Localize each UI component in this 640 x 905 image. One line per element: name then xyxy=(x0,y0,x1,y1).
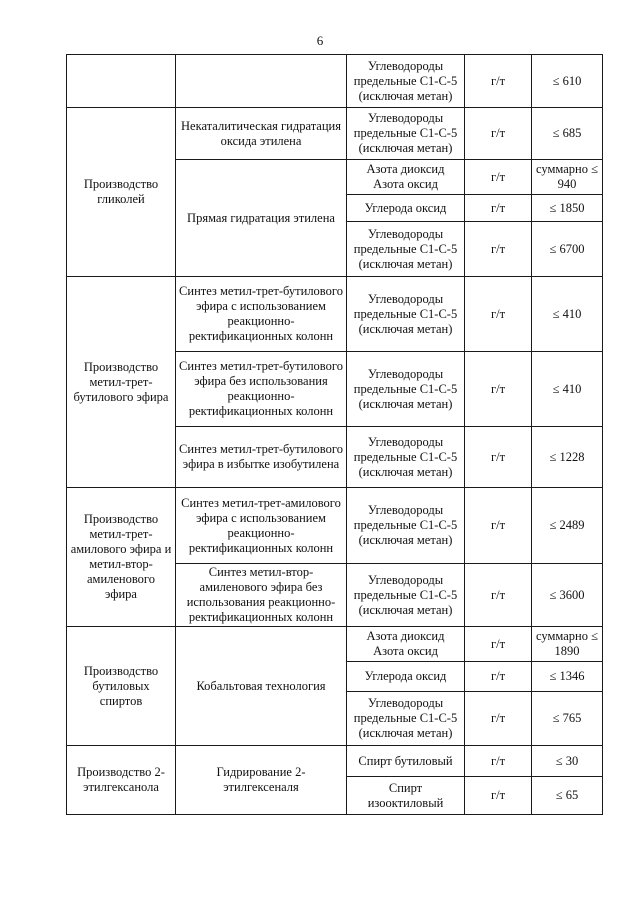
norm-cell: ≤ 2489 xyxy=(532,488,603,564)
table-row xyxy=(67,277,603,352)
norm-cell: ≤ 1228 xyxy=(532,427,603,488)
unit-cell: г/т xyxy=(465,746,532,777)
substance-cell: Углерода оксид xyxy=(347,662,465,692)
table-row xyxy=(67,488,603,564)
unit-cell: г/т xyxy=(465,55,532,108)
substance-cell: Углеводороды предельные С1-С-5 (исключая метан) xyxy=(347,55,465,108)
substance-cell: Спирт изооктиловый xyxy=(347,777,465,815)
process-cell: Синтез метил-втор-амиленового эфира без использования реакционно-ректификационных колонн xyxy=(176,564,347,627)
unit-cell: г/т xyxy=(465,277,532,352)
table-row xyxy=(67,108,603,160)
substance-cell: Азота диоксид Азота оксид xyxy=(347,160,465,195)
page-number: 6 xyxy=(316,33,324,48)
production-cell: Производство метил-трет-амилового эфира и метил-втор-амиленового эфира xyxy=(67,488,176,627)
substance-cell: Азота диоксид Азота оксид xyxy=(347,627,465,662)
process-cell: Некаталитическая гидратация оксида этилена xyxy=(176,108,347,160)
norm-cell: ≤ 6700 xyxy=(532,222,603,277)
norm-cell: ≤ 610 xyxy=(532,55,603,108)
production-cell-empty xyxy=(67,55,176,108)
norm-cell: ≤ 765 xyxy=(532,692,603,746)
substance-cell: Углеводороды предельные С1-С-5 (исключая метан) xyxy=(347,692,465,746)
norm-cell: ≤ 65 xyxy=(532,777,603,815)
unit-cell: г/т xyxy=(465,108,532,160)
substance-cell: Углеводороды предельные С1-С-5 (исключая метан) xyxy=(347,277,465,352)
norm-cell: ≤ 410 xyxy=(532,352,603,427)
emissions-table xyxy=(66,54,603,815)
unit-cell: г/т xyxy=(465,195,532,222)
unit-cell: г/т xyxy=(465,692,532,746)
unit-cell: г/т xyxy=(465,564,532,627)
norm-cell: ≤ 1850 xyxy=(532,195,603,222)
norm-cell: ≤ 685 xyxy=(532,108,603,160)
substance-cell: Углеводороды предельные С1-С-5 (исключая метан) xyxy=(347,488,465,564)
production-cell: Производство 2-этилгексанола xyxy=(67,746,176,815)
table-row xyxy=(67,627,603,662)
process-cell: Кобальтовая технология xyxy=(176,627,347,746)
norm-cell: суммарно ≤ 1890 xyxy=(532,627,603,662)
process-cell: Синтез метил-трет-амилового эфира с использованием реакционно-ректификационных колонн xyxy=(176,488,347,564)
unit-cell: г/т xyxy=(465,352,532,427)
table-row xyxy=(67,746,603,777)
unit-cell: г/т xyxy=(465,427,532,488)
substance-cell: Углеводороды предельные С1-С-5 (исключая метан) xyxy=(347,427,465,488)
process-cell-empty xyxy=(176,55,347,108)
norm-cell: ≤ 3600 xyxy=(532,564,603,627)
unit-cell: г/т xyxy=(465,777,532,815)
unit-cell: г/т xyxy=(465,627,532,662)
process-cell: Синтез метил-трет-бутилового эфира с использованием реакционно-ректификационных колонн xyxy=(176,277,347,352)
substance-cell: Углеводороды предельные С1-С-5 (исключая метан) xyxy=(347,352,465,427)
substance-cell: Углерода оксид xyxy=(347,195,465,222)
substance-cell: Углеводороды предельные С1-С-5 (исключая метан) xyxy=(347,108,465,160)
table-row xyxy=(67,55,603,108)
unit-cell: г/т xyxy=(465,488,532,564)
production-cell: Производство гликолей xyxy=(67,108,176,277)
substance-cell: Углеводороды предельные С1-С-5 (исключая метан) xyxy=(347,222,465,277)
norm-cell: ≤ 30 xyxy=(532,746,603,777)
norm-cell: ≤ 1346 xyxy=(532,662,603,692)
process-cell: Прямая гидратация этилена xyxy=(176,160,347,277)
substance-cell: Углеводороды предельные С1-С-5 (исключая метан) xyxy=(347,564,465,627)
substance-cell: Спирт бутиловый xyxy=(347,746,465,777)
process-cell: Синтез метил-трет-бутилового эфира в избытке изобутилена xyxy=(176,427,347,488)
norm-cell: ≤ 410 xyxy=(532,277,603,352)
production-cell: Производство метил-трет-бутилового эфира xyxy=(67,277,176,488)
production-cell: Производство бутиловых спиртов xyxy=(67,627,176,746)
process-cell: Гидрирование 2-этилгексеналя xyxy=(176,746,347,815)
unit-cell: г/т xyxy=(465,222,532,277)
norm-cell: суммарно ≤ 940 xyxy=(532,160,603,195)
unit-cell: г/т xyxy=(465,662,532,692)
unit-cell: г/т xyxy=(465,160,532,195)
process-cell: Синтез метил-трет-бутилового эфира без использования реакционно-ректификационных колонн xyxy=(176,352,347,427)
